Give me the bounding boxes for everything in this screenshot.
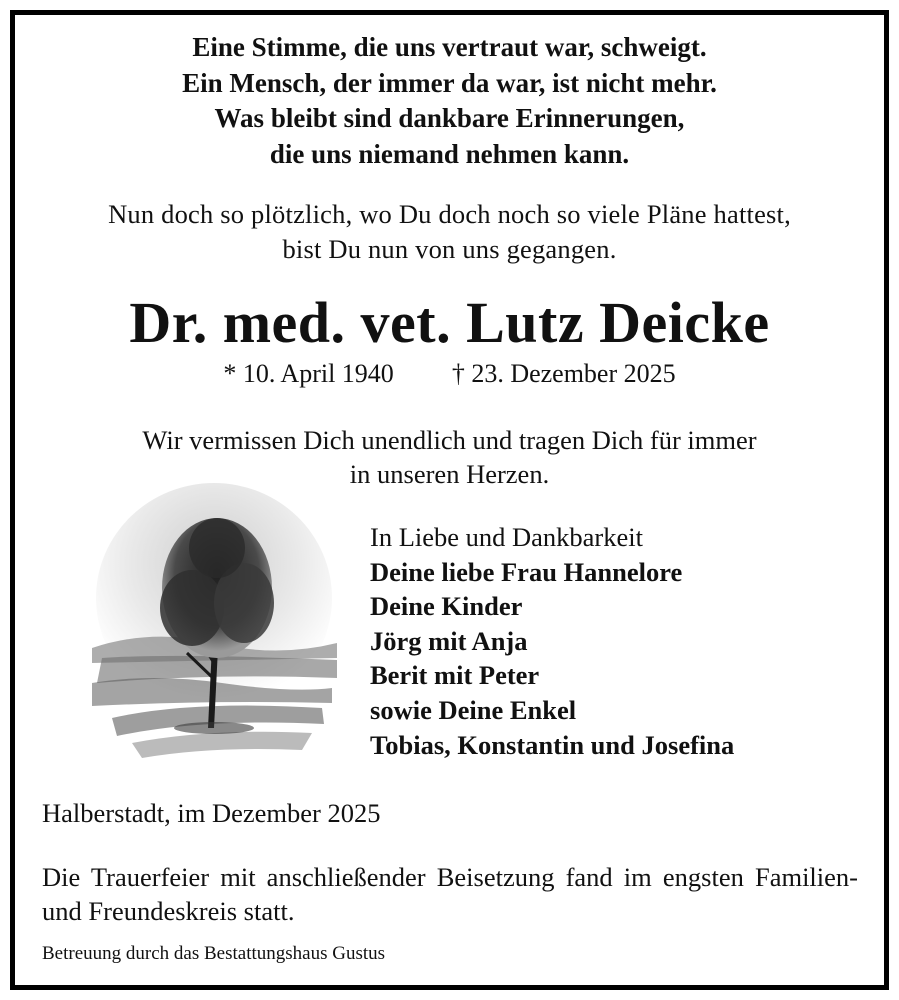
signers-intro: In Liebe und Dankbarkeit (370, 522, 643, 552)
undertaker-credit: Betreuung durch das Bestattungshaus Gustus (42, 943, 386, 964)
signer-name: Deine Kinder (370, 591, 523, 622)
deceased-name: Dr. med. vet. Lutz Deicke (129, 290, 770, 355)
signer-name: Berit mit Peter (370, 660, 540, 691)
poem-line: Eine Stimme, die uns vertraut war, schweigt. (192, 32, 707, 62)
intro-line: bist Du nun von uns gegangen. (282, 234, 617, 264)
signers-block (370, 520, 734, 762)
signer-name: Deine liebe Frau Hannelore (370, 556, 683, 587)
poem-line: Was bleibt sind dankbare Erinnerungen, (214, 103, 685, 133)
funeral-note: Die Trauerfeier mit anschließender Beisetzung fand im engsten Familien- und Freundeskreis statt. (42, 862, 858, 926)
poem-line: die uns niemand nehmen kann. (269, 138, 630, 169)
birth-date: * 10. April 1940 (223, 359, 394, 388)
place-date: Halberstadt, im Dezember 2025 (42, 798, 381, 828)
signer-name: Jörg mit Anja (370, 625, 528, 656)
poem (0, 30, 899, 172)
intro-text (0, 197, 899, 267)
remembrance-line: Wir vermissen Dich unendlich und tragen Dich für immer (142, 425, 757, 455)
signer-name: sowie Deine Enkel (370, 694, 577, 725)
signer-name: Tobias, Konstantin und Josefina (370, 729, 735, 760)
life-dates (0, 357, 899, 391)
poem-line: Ein Mensch, der immer da war, ist nicht mehr. (182, 67, 717, 98)
death-date: † 23. Dezember 2025 (451, 359, 676, 388)
remembrance-line: in unseren Herzen. (349, 459, 550, 489)
intro-line: Nun doch so plötzlich, wo Du doch noch so viele Pläne hattest, (108, 199, 791, 229)
tree-illustration-icon (92, 478, 337, 773)
